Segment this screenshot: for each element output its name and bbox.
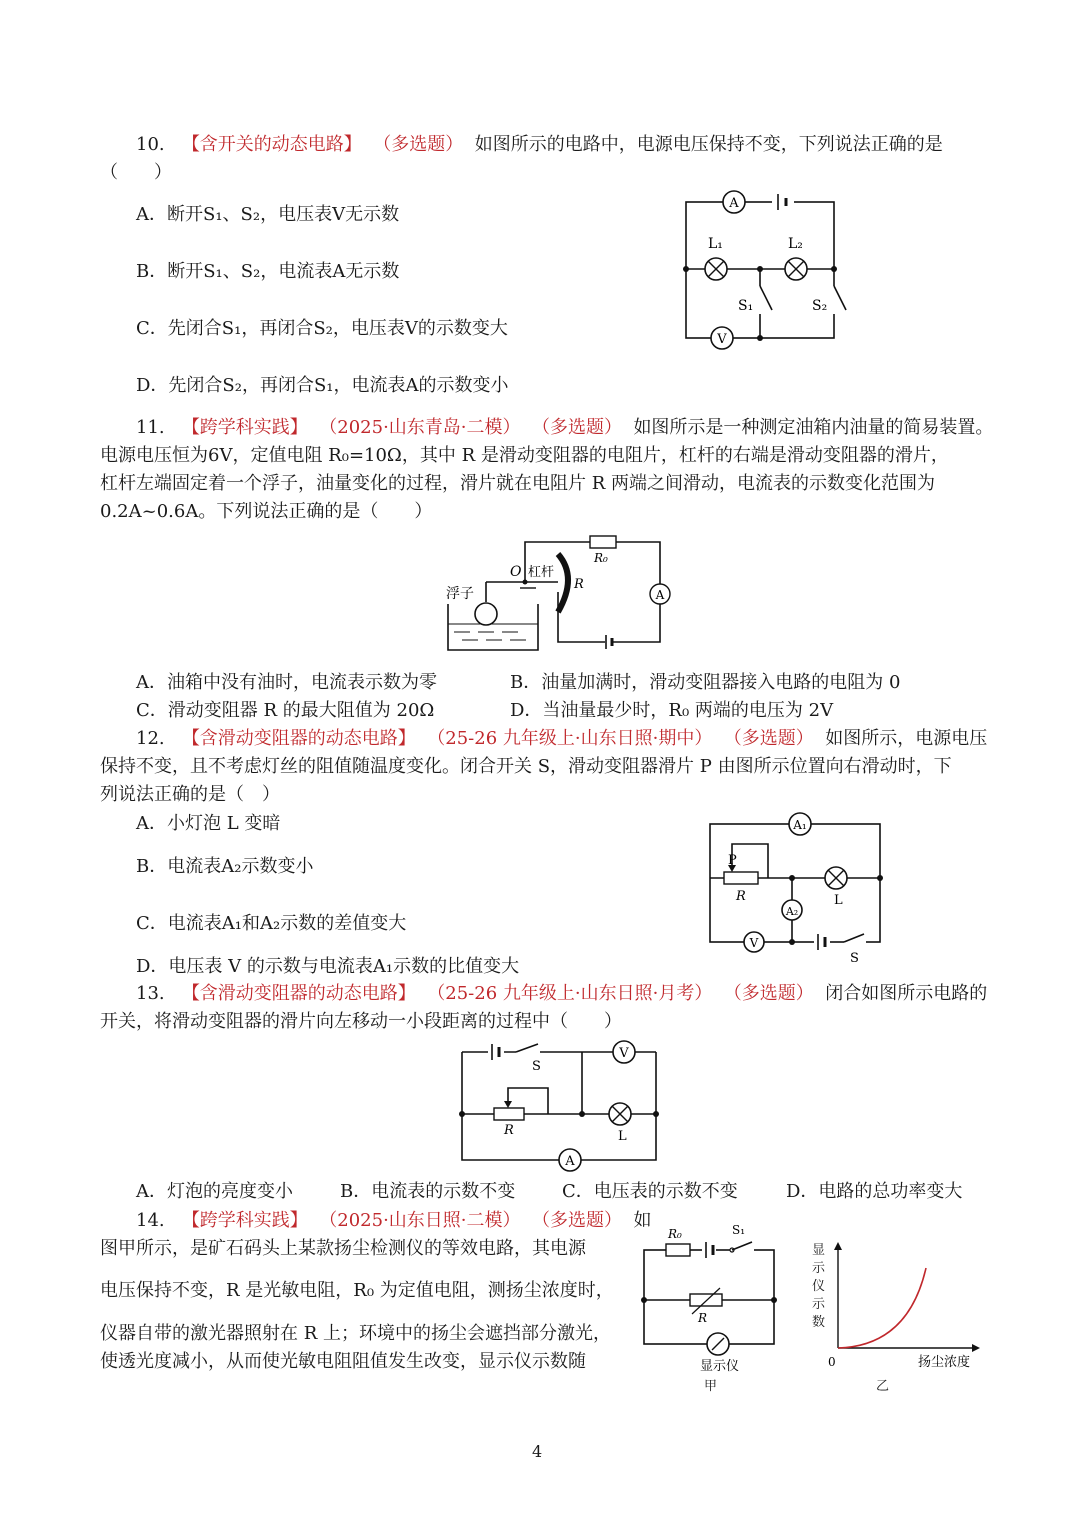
q10-option-b: B．断开S₁、S₂，电流表A无示数 [136, 261, 400, 282]
q12-stem-line1 [136, 725, 987, 753]
q10-tag: 【含开关的动态电路】 [181, 134, 362, 155]
q13-a-label: A [565, 1154, 575, 1169]
q13-line2: 开关，将滑动变阻器的滑片向左移动一小段距离的过程中（ ） [100, 1011, 622, 1032]
q10-circuit-diagram [672, 186, 862, 361]
q14-stem-line1 [136, 1207, 651, 1235]
q12-s-label: S [850, 951, 859, 966]
q12-source: （25-26 九年级上·山东日照·期中） [427, 728, 713, 749]
q14-fig-yi-caption: 乙 [876, 1379, 890, 1394]
resistor-icon [590, 536, 616, 548]
q11-source: （2025·山东青岛·二模） [319, 417, 521, 438]
q10-option-d: D．先闭合S₂，再闭合S₁，电流表A的示数变小 [136, 375, 509, 396]
q14-source: （2025·山东日照·二模） [319, 1210, 521, 1231]
q14-line2: 图甲所示，是矿石码头上某款扬尘检测仪的等效电路，其电源 [100, 1238, 586, 1259]
q13-type: （多选题） [723, 983, 814, 1004]
q10-number: 10. [136, 134, 165, 155]
q14-r-label: R [698, 1311, 708, 1325]
photoresistor-icon [690, 1294, 722, 1306]
q10-stem: 如图所示的电路中，电源电压保持不变，下列说法正确的是 [474, 134, 943, 155]
q12-type: （多选题） [723, 728, 814, 749]
q13-v-label: V [619, 1046, 629, 1061]
q10-option-a: A．断开S₁、S₂，电压表V无示数 [136, 204, 400, 225]
q12-line3: 列说法正确的是（ ） [100, 784, 280, 805]
q13-s-label: S [532, 1059, 541, 1074]
q13-circuit-diagram [452, 1038, 672, 1183]
q10-option-c: C．先闭合S₁，再闭合S₂，电压表V的示数变大 [136, 318, 508, 339]
q10-s1-label: S₁ [738, 298, 754, 314]
q12-line2: 保持不变，且不考虑灯丝的阻值随温度变化。闭合开关 S，滑动变阻器滑片 P 由图所示位置向右滑动时，下 [100, 756, 952, 777]
q11-line3: 杠杆左端固定着一个浮子，油量变化的过程，滑片就在电阻片 R 两端之间滑动，电流表的示数变化范围为 [100, 473, 935, 494]
q14-r0-label: R₀ [668, 1227, 682, 1241]
rheostat-icon [494, 1108, 524, 1120]
q13-option-b: B．电流表的示数不变 [340, 1181, 516, 1202]
q13-tag: 【含滑动变阻器的动态电路】 [181, 983, 416, 1004]
q10-s2-label: S₂ [812, 298, 828, 314]
q11-ammeter-label: A [655, 588, 665, 602]
q11-line4: 0.2A~0.6A。下列说法正确的是（ ） [100, 501, 433, 522]
q11-pivot-label: O [510, 564, 522, 580]
q14-xaxis-label: 扬尘浓度 [918, 1355, 971, 1370]
q13-stem-line1 [136, 980, 987, 1008]
q11-oil-gauge-diagram [440, 532, 680, 667]
q13-option-c: C．电压表的示数不变 [562, 1181, 738, 1202]
q12-tag: 【含滑动变阻器的动态电路】 [181, 728, 416, 749]
q10-ammeter-label: A [729, 196, 739, 211]
q11-tag: 【跨学科实践】 [181, 417, 308, 438]
q11-option-d: D．当油量最少时，R₀ 两端的电压为 2V [510, 700, 834, 721]
q10-voltmeter-label: V [717, 332, 727, 347]
q14-line1-end: 如 [633, 1210, 652, 1231]
q14-type: （多选题） [531, 1210, 622, 1231]
q12-option-d: D．电压表 V 的示数与电流表A₁示数的比值变大 [136, 956, 520, 977]
q12-option-a: A．小灯泡 L 变暗 [136, 813, 281, 834]
q11-lever-label: 杠杆 [528, 565, 555, 580]
q10-l2-label: L₂ [788, 236, 803, 252]
q11-option-c: C．滑动变阻器 R 的最大阻值为 20Ω [136, 700, 435, 721]
q14-number: 14. [136, 1210, 165, 1231]
q10-stem-line1 [136, 131, 943, 159]
q12-v-label: V [749, 936, 759, 950]
q14-line3: 电压保持不变，R 是光敏电阻，R₀ 为定值电阻，测扬尘浓度时， [100, 1280, 614, 1301]
q12-number: 12. [136, 728, 165, 749]
q13-l-label: L [618, 1129, 627, 1144]
q11-r0-label: R₀ [594, 551, 608, 565]
resistor-icon [666, 1244, 690, 1256]
q14-line5: 使透光度减小，从而使光敏电阻阻值发生改变，显示仪示数随 [100, 1351, 586, 1372]
q14-fig-jia-caption: 甲 [704, 1379, 718, 1394]
resistor-arc-icon [558, 554, 568, 612]
q12-r-label: R [736, 889, 746, 904]
q12-a1-label: A₁ [793, 818, 807, 832]
q13-number: 13. [136, 983, 165, 1004]
q12-p-label: P [728, 853, 737, 868]
q11-type: （多选题） [531, 417, 622, 438]
q13-option-d: D．电路的总功率变大 [786, 1181, 963, 1202]
q10-paren: （ ） [100, 162, 172, 183]
q13-line1-end: 闭合如图所示电路的 [825, 983, 988, 1004]
q14-origin-label: 0 [828, 1355, 836, 1369]
q11-number: 11. [136, 417, 165, 438]
q12-l-label: L [834, 893, 843, 908]
q14-yaxis-label: 显示仪示数 [812, 1243, 826, 1330]
q14-graph-yi [808, 1238, 988, 1383]
float-icon [475, 603, 497, 625]
q11-r-label: R [574, 577, 584, 592]
q11-line1: 如图所示是一种测定油箱内油量的简易装置。 [633, 417, 994, 438]
q14-s1-label: S₁ [732, 1223, 746, 1237]
q11-stem-line1 [136, 414, 993, 442]
page-number: 4 [532, 1442, 543, 1461]
q10-l1-label: L₁ [708, 236, 723, 252]
q12-circuit-diagram [702, 810, 892, 975]
q13-r-label: R [504, 1123, 514, 1138]
rheostat-icon [724, 872, 758, 884]
q11-float-label: 浮子 [446, 586, 474, 602]
q11-line2: 电源电压恒为6V，定值电阻 R₀=10Ω，其中 R 是滑动变阻器的电阻片，杠杆的右端是滑动变阻器的滑片， [100, 445, 949, 466]
q14-figure-jia [636, 1218, 786, 1383]
q13-option-a: A．灯泡的亮度变小 [136, 1181, 293, 1202]
q12-option-c: C．电流表A₁和A₂示数的差值变大 [136, 913, 407, 934]
q12-option-b: B．电流表A₂示数变小 [136, 856, 314, 877]
q14-meter-label: 显示仪 [700, 1359, 740, 1374]
q11-option-b: B．油量加满时，滑动变阻器接入电路的电阻为 0 [510, 672, 901, 693]
q11-option-a: A．油箱中没有油时，电流表示数为零 [136, 672, 437, 693]
q13-source: （25-26 九年级上·山东日照·月考） [427, 983, 713, 1004]
q14-tag: 【跨学科实践】 [181, 1210, 308, 1231]
trend-curve [838, 1268, 926, 1348]
q14-line4: 仪器自带的激光器照射在 R 上；环境中的扬尘会遮挡部分激光， [100, 1323, 611, 1344]
q10-type: （多选题） [373, 134, 464, 155]
q12-a2-label: A₂ [785, 905, 799, 918]
q12-line1-end: 如图所示，电源电压 [825, 728, 988, 749]
